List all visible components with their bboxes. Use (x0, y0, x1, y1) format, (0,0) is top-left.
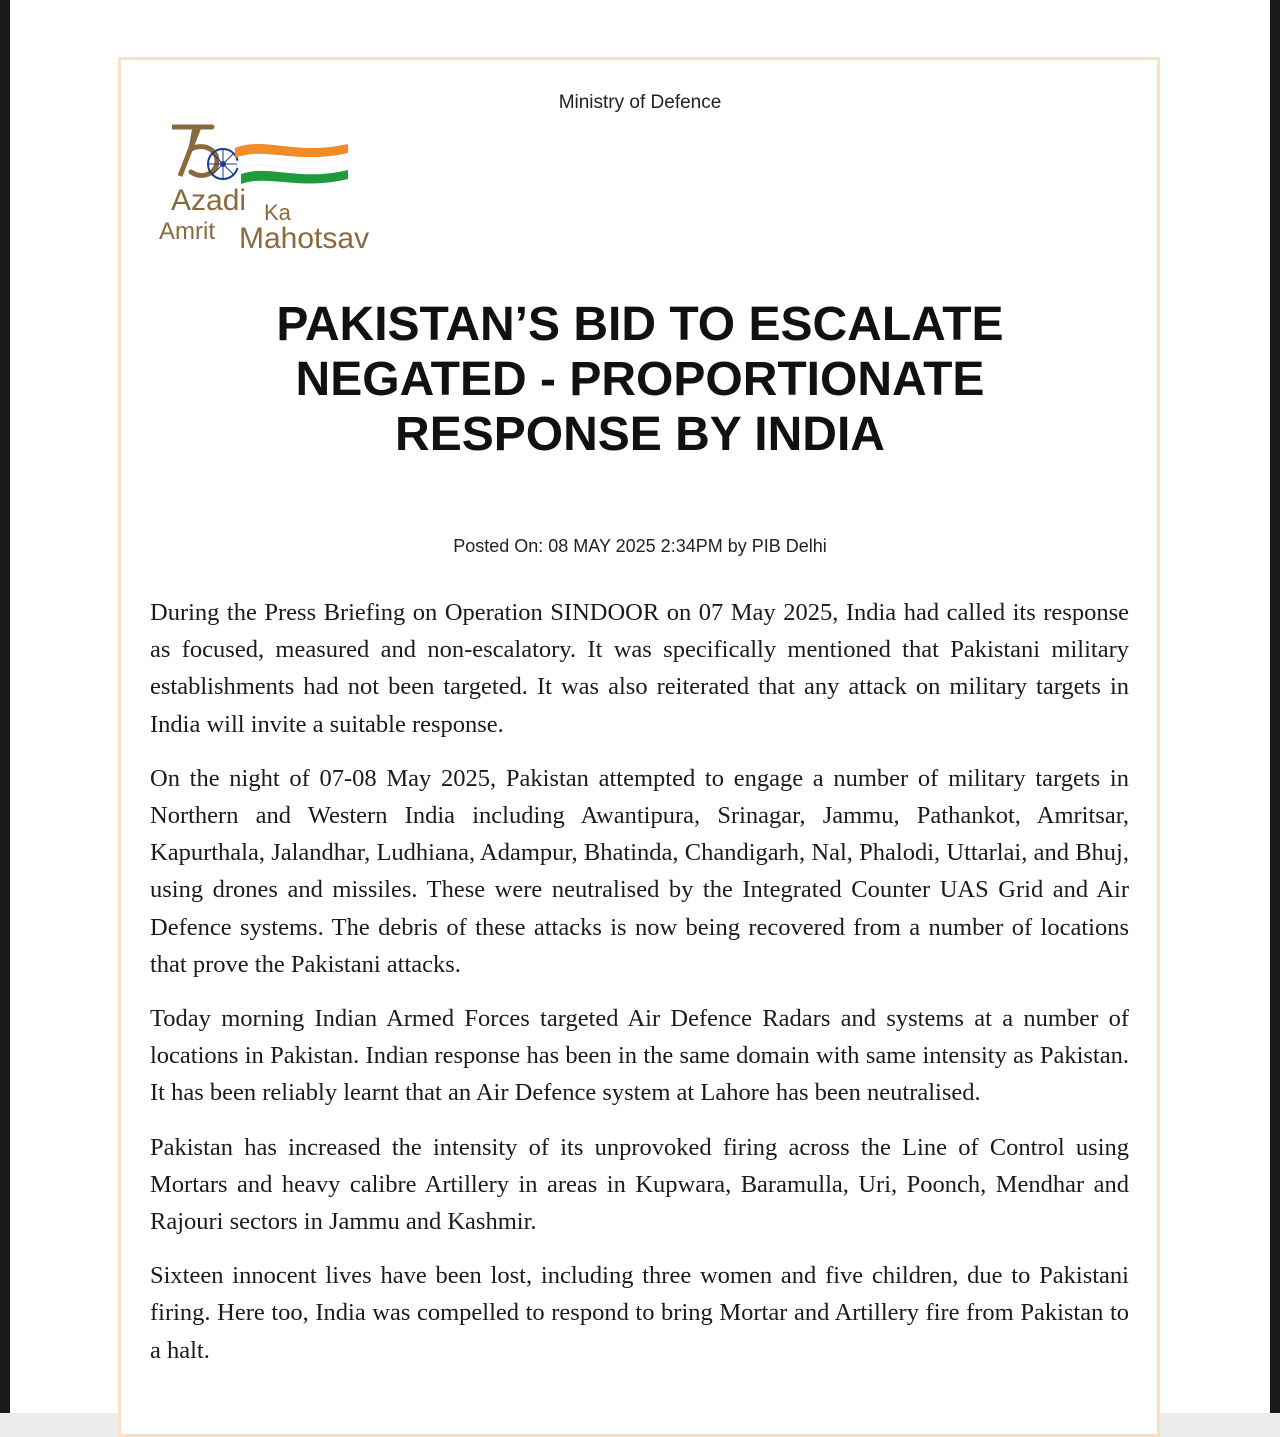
posted-on-line: Posted On: 08 MAY 2025 2:34PM by PIB Delhi (453, 536, 827, 556)
title-line-3: RESPONSE BY INDIA (395, 408, 885, 461)
body-paragraph: Today morning Indian Armed Forces targeted Air Defence Radars and systems at a number of locations in Pakistan. Indian response has been in the same domain with same intensity as Pakistan. It has been reliably learnt that an Air Defence system at Lahore has been neutralised. (150, 1005, 1129, 1107)
title-line-2: NEGATED - PROPORTIONATE (295, 353, 985, 406)
body-paragraph: Sixteen innocent lives have been lost, including three women and five children, due to Pakistani firing. Here too, India was compelled to respond to bring Mortar and Artillery fire from Pakistan to a halt. (150, 1262, 1129, 1364)
body-paragraph: During the Press Briefing on Operation SINDOOR on 07 May 2025, India had called its response as focused, measured and non-escalatory. It was specifically mentioned that Pakistani military establishments had not been targeted. It was also reiterated that any attack on military targets in India will invite a suitable response. (150, 599, 1129, 738)
logo-word-mahotsav: Mahotsav (239, 222, 370, 255)
screen-edge-left (0, 0, 10, 1413)
azadi-ka-amrit-mahotsav-logo (155, 118, 405, 258)
logo-word-ka: Ka (264, 200, 291, 225)
ministry-name: Ministry of Defence (558, 92, 722, 113)
logo-word-azadi: Azadi (171, 184, 247, 217)
logo-word-amrit: Amrit (159, 218, 215, 245)
body-paragraph: Pakistan has increased the intensity of its unprovoked firing across the Line of Control using Mortars and heavy calibre Artillery in areas in Kupwara, Baramulla, Uri, Poonch, Mendhar and Rajouri sectors in Jammu and Kashmir. (150, 1133, 1129, 1236)
screen-edge-right (1270, 0, 1280, 1413)
title-line-1: PAKISTAN’S BID TO ESCALATE (276, 298, 1004, 351)
body-paragraph: On the night of 07-08 May 2025, Pakistan attempted to engage a number of military targets in Northern and Western India including Awantipura, Srinagar, Jammu, Pathankot, Amritsar, Kapurthala, Jalandhar, Ludhiana, Adampur, Bhatinda, Chandigarh, Nal, Phalodi, Uttarlai, and Bhuj, using drones and missiles. These were neutralised by the Integrated Counter UAS Grid and Air Defence systems. The debris of these attacks is now being recovered from a number of locations that prove the Pakistani attacks. (150, 764, 1129, 978)
press-release-body (150, 594, 1129, 1386)
press-release-title (180, 297, 1100, 462)
